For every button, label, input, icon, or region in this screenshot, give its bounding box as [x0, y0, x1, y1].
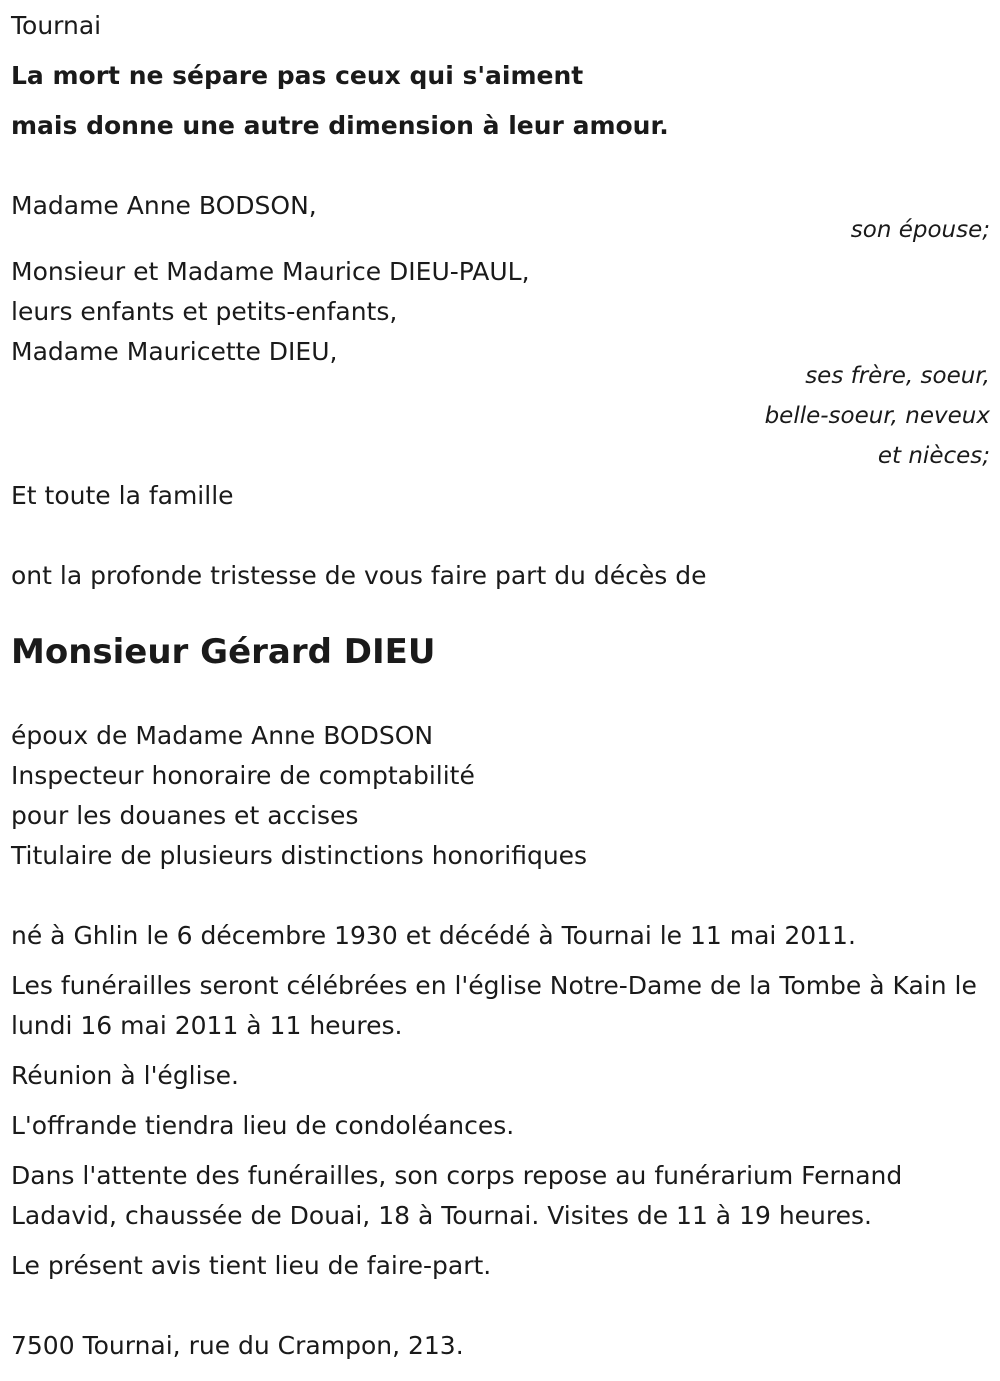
- siblings-relation-3: et nièces;: [877, 443, 990, 469]
- quote-line-2: mais donne une autre dimension à leur amour.: [11, 111, 669, 140]
- rest-details: Dans l'attente des funérailles, son corps repose au funérarium Fernand Ladavid, chaussée de Douai, 18 à Tournai. Visites de 11 à 19 heures.: [11, 1161, 903, 1230]
- title-line-3: Titulaire de plusieurs distinctions honorifiques: [11, 841, 588, 870]
- title-line-2: pour les douanes et accises: [11, 801, 359, 830]
- siblings-relation-2: belle-soeur, neveux: [764, 403, 990, 429]
- meeting-details: Réunion à l'église.: [11, 1061, 239, 1090]
- siblings-relation-1: ses frère, soeur,: [805, 363, 990, 389]
- funeral-details: Les funérailles seront célébrées en l'église Notre-Dame de la Tombe à Kain le lundi 16 mai 2011 à 11 heures.: [11, 971, 977, 1040]
- spouse-of: époux de Madame Anne BODSON: [11, 721, 434, 750]
- other-family: Et toute la famille: [11, 481, 234, 510]
- spouse-relation: son épouse;: [850, 217, 990, 243]
- address: 7500 Tournai, rue du Crampon, 213.: [11, 1331, 464, 1360]
- notice-text: Le présent avis tient lieu de faire-part.: [11, 1251, 492, 1280]
- deceased-name: Monsieur Gérard DIEU: [11, 632, 436, 672]
- quote-line-1: La mort ne sépare pas ceux qui s'aiment: [11, 61, 584, 90]
- announcement-text: ont la profonde tristesse de vous faire part du décès de: [11, 561, 707, 590]
- offering-details: L'offrande tiendra lieu de condoléances.: [11, 1111, 515, 1140]
- city-heading: Tournai: [11, 11, 102, 40]
- sibling-2: Madame Mauricette DIEU,: [11, 337, 338, 366]
- obituary-notice: [11, 0, 990, 1366]
- sibling-1: Monsieur et Madame Maurice DIEU-PAUL,: [11, 257, 530, 286]
- title-line-1: Inspecteur honoraire de comptabilité: [11, 761, 475, 790]
- birth-death: né à Ghlin le 6 décembre 1930 et décédé à Tournai le 11 mai 2011.: [11, 921, 856, 950]
- spouse-name: Madame Anne BODSON,: [11, 191, 317, 220]
- sibling-1-children: leurs enfants et petits-enfants,: [11, 297, 398, 326]
